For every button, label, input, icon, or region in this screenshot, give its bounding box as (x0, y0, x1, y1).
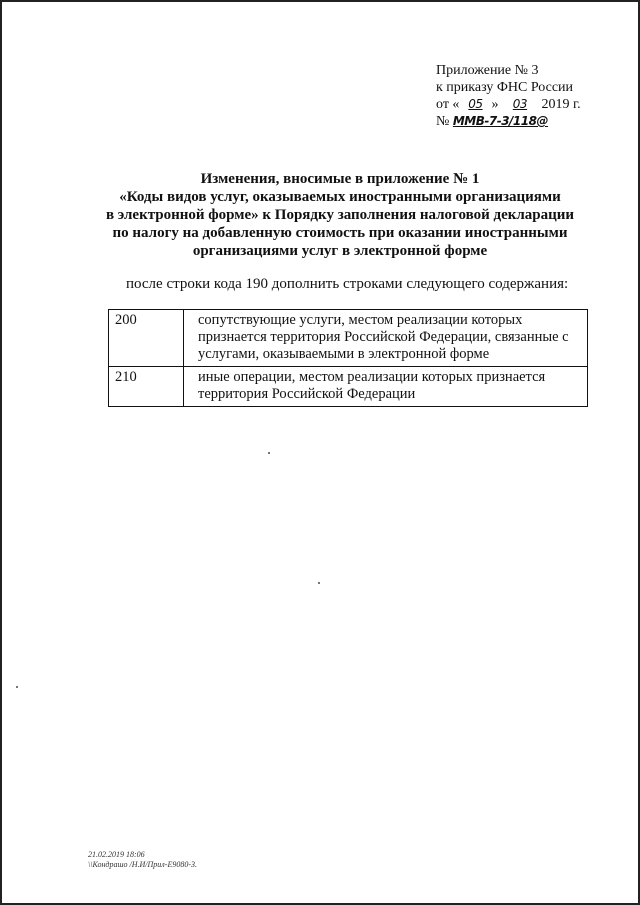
description-line: признается территория Российской Федерации, связанные с (198, 329, 569, 345)
handwritten-number: ММВ-7-3/118@ (452, 114, 548, 128)
title-line-3: в электронной форме» к Порядку заполнения налоговой декларации (105, 207, 575, 223)
handwritten-day: 05 (468, 97, 483, 111)
title-line-2: «Коды видов услуг, оказываемых иностранными организациями (119, 189, 561, 205)
scan-speck (268, 452, 270, 454)
description-cell (184, 310, 588, 367)
description-line: территория Российской Федерации (198, 386, 416, 402)
scan-speck (318, 582, 320, 584)
footer-timestamp: 21.02.2019 18:06 (88, 850, 145, 859)
footer-stamp (88, 850, 197, 870)
number-prefix: № (436, 114, 450, 129)
description-line: сопутствующие услуги, местом реализации которых (198, 312, 523, 328)
scan-speck (16, 686, 18, 688)
appendix-date (436, 96, 581, 113)
code-cell: 210 (109, 367, 184, 407)
appendix-header (436, 62, 581, 130)
title-line-4: по налогу на добавленную стоимость при оказании иностранными (112, 225, 568, 241)
description-line: иные операции, местом реализации которых признается (198, 369, 546, 385)
table-row (109, 367, 588, 407)
codes-table (108, 309, 588, 407)
date-prefix: от « (436, 97, 460, 112)
title-line-5: организациями услуг в электронной форме (192, 243, 488, 259)
table-row (109, 310, 588, 367)
description-cell (184, 367, 588, 407)
footer-file-ref: \\Кондрашо /Н.И/Прил-Е9080-3. (88, 860, 197, 869)
document-title (60, 170, 620, 260)
handwritten-month: 03 (512, 97, 528, 111)
appendix-order-ref: к приказу ФНС России (436, 80, 574, 95)
title-line-1: Изменения, вносимые в приложение № 1 (200, 171, 480, 187)
date-year: 2019 г. (541, 97, 581, 112)
appendix-title: Приложение № 3 (436, 63, 539, 78)
intro-text: после строки кода 190 дополнить строками следующего содержания: (126, 276, 569, 292)
code-cell: 200 (109, 310, 184, 367)
appendix-number (436, 113, 581, 130)
date-mid: » (491, 97, 499, 112)
description-line: услугами, оказываемыми в электронной форме (198, 346, 490, 362)
